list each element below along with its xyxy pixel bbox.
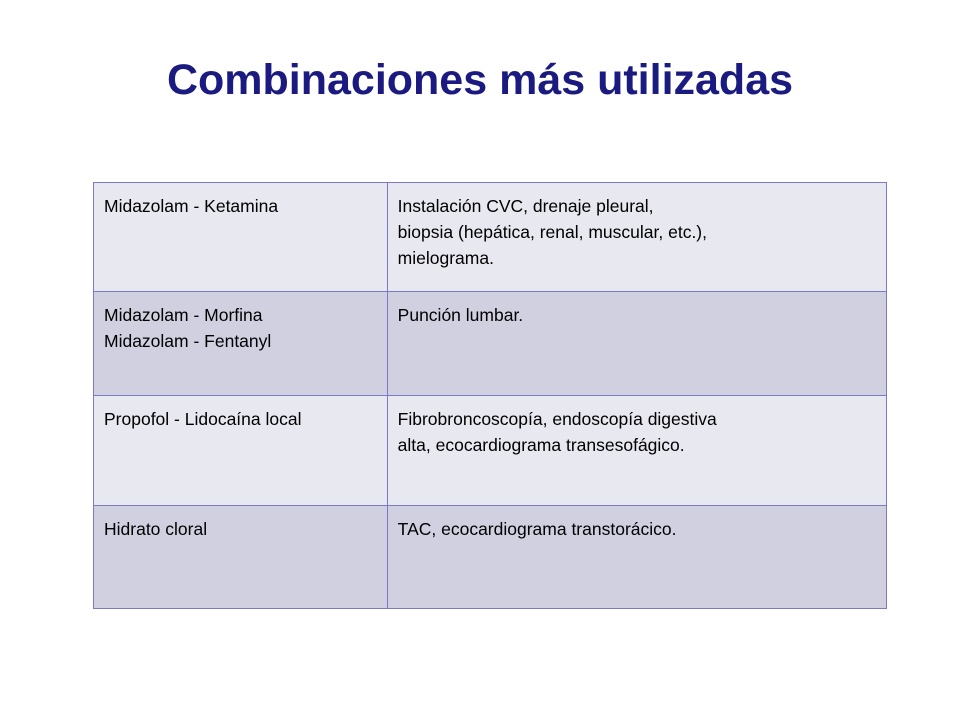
uses-cell: [387, 506, 886, 609]
combination-line: Midazolam - Morfina: [104, 305, 263, 325]
uses-line: Instalación CVC, drenaje pleural,: [397, 196, 654, 216]
uses-line: alta, ecocardiograma transesofágico.: [397, 435, 685, 455]
uses-cell: [387, 396, 886, 506]
combinations-table: [93, 182, 887, 609]
uses-line: Fibrobroncoscopía, endoscopía digestiva: [397, 409, 717, 429]
uses-cell: [387, 292, 886, 396]
slide-title: Combinaciones más utilizadas: [166, 56, 794, 104]
combination-cell: [94, 183, 388, 292]
combination-line: Propofol - Lidocaína local: [104, 409, 302, 429]
table-row: [94, 292, 887, 396]
uses-line: mielograma.: [397, 248, 494, 268]
combination-line: Midazolam - Fentanyl: [104, 331, 272, 351]
table-row: [94, 506, 887, 609]
combination-cell: [94, 506, 388, 609]
table-row: [94, 396, 887, 506]
uses-line: TAC, ecocardiograma transtorácico.: [397, 519, 677, 539]
uses-line: biopsia (hepática, renal, muscular, etc.),: [397, 222, 707, 242]
combination-line: Midazolam - Ketamina: [104, 196, 279, 216]
combination-cell: [94, 292, 388, 396]
combination-cell: [94, 396, 388, 506]
uses-cell: [387, 183, 886, 292]
combination-line: Hidrato cloral: [104, 519, 208, 539]
uses-line: Punción lumbar.: [397, 305, 524, 325]
table-row: [94, 183, 887, 292]
